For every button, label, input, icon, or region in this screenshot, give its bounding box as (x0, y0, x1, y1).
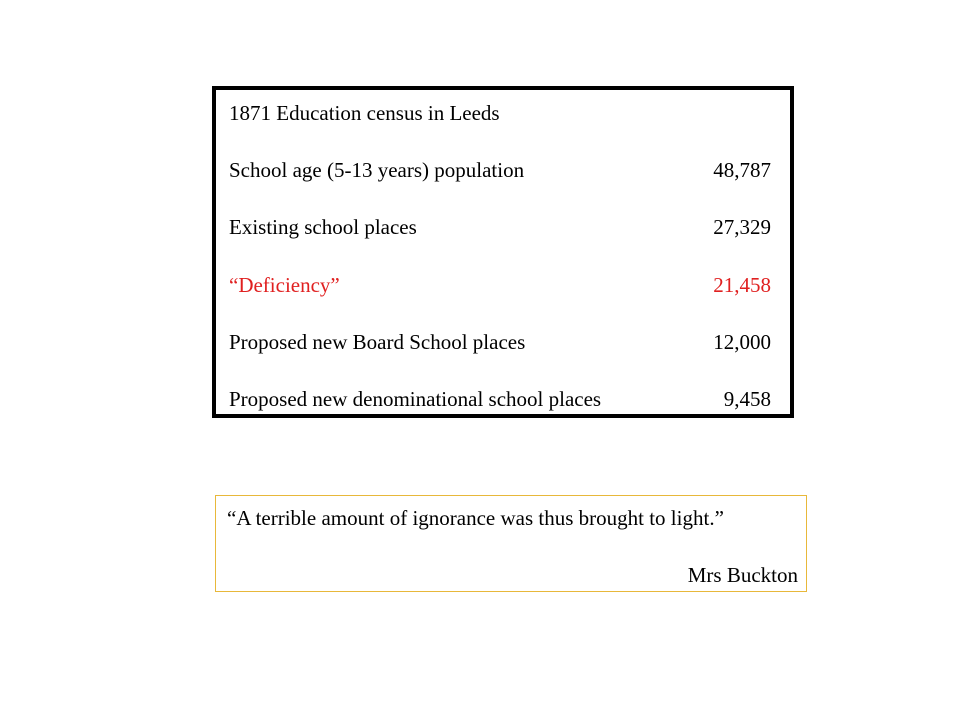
quote-text: “A terrible amount of ignorance was thus brought to light.” (227, 506, 724, 530)
row-label: Existing school places (229, 215, 417, 239)
row-label: School age (5-13 years) population (229, 158, 525, 182)
census-row-school-age-population (229, 157, 771, 183)
row-value: 48,787 (713, 158, 771, 182)
census-row-existing-school-places (229, 214, 771, 240)
quote-box (215, 495, 807, 592)
census-row-denominational-school-places (229, 386, 771, 412)
census-title: 1871 Education census in Leeds (229, 101, 500, 125)
census-table-box (212, 86, 794, 418)
row-label: Proposed new denominational school places (229, 387, 602, 411)
quote-author: Mrs Buckton (687, 563, 798, 587)
row-value: 12,000 (713, 330, 771, 354)
row-value: 9,458 (723, 387, 771, 411)
row-value: 27,329 (713, 215, 771, 239)
census-row-board-school-places (229, 329, 771, 355)
row-label: “Deficiency” (229, 273, 340, 297)
row-value: 21,458 (713, 273, 771, 297)
census-row-deficiency (229, 272, 771, 298)
row-label: Proposed new Board School places (229, 330, 526, 354)
